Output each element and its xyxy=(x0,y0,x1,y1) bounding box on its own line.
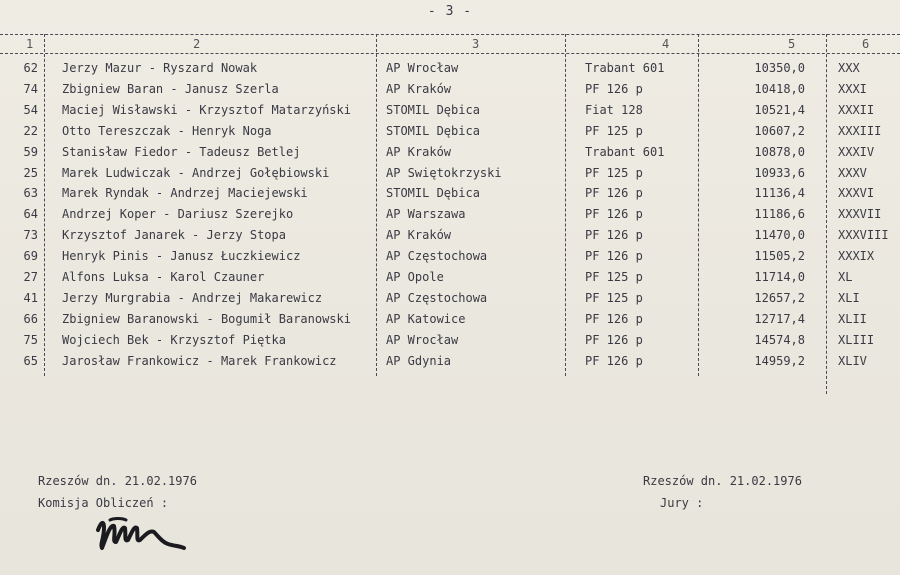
cell-points: 10607,2 xyxy=(754,123,805,138)
cell-car-model: PF 126 p xyxy=(585,249,643,264)
cell-place: XXXV xyxy=(838,165,867,180)
cell-points: 11186,6 xyxy=(754,207,805,222)
cell-place: XLIV xyxy=(838,353,867,368)
footer-left-place-date: Rzeszów dn. 21.02.1976 xyxy=(38,474,197,488)
cell-start-number: 69 xyxy=(23,249,38,264)
cell-crew-names: Marek Ryndak - Andrzej Maciejewski xyxy=(62,186,308,201)
cell-car-model: PF 126 p xyxy=(585,332,643,347)
cell-place: XL xyxy=(838,270,853,284)
cell-club: AP Swiętokrzyski xyxy=(386,165,502,180)
cell-points: 11136,4 xyxy=(754,186,805,201)
cell-club: AP Kraków xyxy=(386,144,452,159)
cell-club: AP Katowice xyxy=(386,311,466,326)
cell-club: AP Wrocław xyxy=(386,332,459,347)
cell-club: AP Częstochowa xyxy=(386,249,488,264)
cell-crew-names: Otto Tereszczak - Henryk Noga xyxy=(62,123,272,138)
cell-start-number: 64 xyxy=(23,207,38,222)
table-row xyxy=(0,186,900,207)
cell-crew-names: Zbigniew Baran - Janusz Szerla xyxy=(62,81,279,96)
cell-car-model: PF 126 p xyxy=(585,311,643,326)
table-row xyxy=(0,228,900,249)
cell-crew-names: Maciej Wisławski - Krzysztof Matarzyński xyxy=(62,102,351,117)
cell-car-model: PF 126 p xyxy=(585,81,643,96)
table-row xyxy=(0,124,900,145)
cell-club: STOMIL Dębica xyxy=(386,123,480,138)
cell-start-number: 63 xyxy=(23,186,38,201)
footer-right-place-date: Rzeszów dn. 21.02.1976 xyxy=(643,474,802,488)
cell-place: XLI xyxy=(838,290,860,305)
page-number: - 3 - xyxy=(427,4,473,19)
cell-points: 12657,2 xyxy=(754,290,805,305)
cell-start-number: 27 xyxy=(23,270,38,284)
table-header-rule xyxy=(0,53,900,54)
cell-club: AP Kraków xyxy=(386,228,452,243)
cell-car-model: PF 126 p xyxy=(585,207,643,222)
cell-crew-names: Zbigniew Baranowski - Bogumił Baranowski xyxy=(62,311,351,326)
cell-club: STOMIL Dębica xyxy=(386,186,480,201)
cell-club: AP Warszawa xyxy=(386,207,466,222)
table-row xyxy=(0,207,900,228)
cell-crew-names: Jerzy Mazur - Ryszard Nowak xyxy=(62,61,258,75)
table-row xyxy=(0,61,900,82)
column-header-6: 6 xyxy=(862,37,870,51)
cell-points: 11470,0 xyxy=(754,228,805,243)
cell-start-number: 25 xyxy=(23,165,38,180)
cell-club: AP Gdynia xyxy=(386,353,452,368)
table-row xyxy=(0,166,900,187)
cell-start-number: 22 xyxy=(23,123,38,138)
table-row xyxy=(0,312,900,333)
table-top-rule xyxy=(0,34,900,35)
cell-place: XXXIV xyxy=(838,144,875,159)
cell-points: 14574,8 xyxy=(754,332,805,347)
cell-points: 10521,4 xyxy=(754,102,805,117)
cell-start-number: 65 xyxy=(23,353,38,368)
cell-car-model: Fiat 128 xyxy=(585,102,643,117)
table-row xyxy=(0,82,900,103)
cell-start-number: 66 xyxy=(23,311,38,326)
cell-car-model: PF 126 p xyxy=(585,353,643,368)
cell-start-number: 59 xyxy=(23,144,38,159)
cell-club: STOMIL Dębica xyxy=(386,102,480,117)
cell-place: XXXII xyxy=(838,102,875,117)
footer-right-jury: Jury : xyxy=(660,496,704,510)
cell-crew-names: Andrzej Koper - Dariusz Szerejko xyxy=(62,207,294,222)
cell-crew-names: Wojciech Bek - Krzysztof Piętka xyxy=(62,332,286,347)
cell-crew-names: Stanisław Fiedor - Tadeusz Betlej xyxy=(62,144,301,159)
cell-car-model: PF 126 p xyxy=(585,186,643,201)
table-row xyxy=(0,249,900,270)
cell-car-model: PF 125 p xyxy=(585,270,643,284)
cell-car-model: PF 125 p xyxy=(585,165,643,180)
cell-club: AP Kraków xyxy=(386,81,452,96)
cell-crew-names: Jerzy Murgrabia - Andrzej Makarewicz xyxy=(62,290,323,305)
cell-crew-names: Alfons Luksa - Karol Czauner xyxy=(62,270,265,284)
cell-club: AP Częstochowa xyxy=(386,290,488,305)
cell-car-model: Trabant 601 xyxy=(585,144,665,159)
cell-points: 11714,0 xyxy=(754,270,805,284)
cell-place: XXXVI xyxy=(838,186,875,201)
cell-car-model: PF 125 p xyxy=(585,123,643,138)
cell-car-model: Trabant 601 xyxy=(585,61,665,75)
cell-start-number: 75 xyxy=(23,332,38,347)
footer-left-commission: Komisja Obliczeń : xyxy=(38,496,169,510)
cell-points: 10350,0 xyxy=(754,61,805,75)
cell-start-number: 74 xyxy=(23,81,38,96)
cell-place: XXX xyxy=(838,61,860,75)
cell-start-number: 73 xyxy=(23,228,38,243)
table-row xyxy=(0,291,900,312)
cell-start-number: 54 xyxy=(23,102,38,117)
table-row xyxy=(0,333,900,354)
cell-place: XLII xyxy=(838,311,867,326)
cell-points: 12717,4 xyxy=(754,311,805,326)
cell-start-number: 62 xyxy=(23,61,38,75)
column-header-1: 1 xyxy=(26,37,34,51)
column-header-2: 2 xyxy=(193,37,201,51)
table-row xyxy=(0,103,900,124)
cell-place: XXXI xyxy=(838,81,867,96)
cell-car-model: PF 125 p xyxy=(585,290,643,305)
cell-place: XLIII xyxy=(838,332,875,347)
cell-crew-names: Henryk Pinis - Janusz Łuczkiewicz xyxy=(62,249,301,264)
cell-start-number: 41 xyxy=(23,290,38,305)
cell-place: XXXIX xyxy=(838,249,875,264)
table-row xyxy=(0,354,900,375)
cell-points: 10418,0 xyxy=(754,81,805,96)
cell-crew-names: Jarosław Frankowicz - Marek Frankowicz xyxy=(62,353,337,368)
cell-place: XXXVII xyxy=(838,207,882,222)
cell-place: XXXIII xyxy=(838,123,882,138)
table-row xyxy=(0,270,900,291)
cell-points: 10878,0 xyxy=(754,144,805,159)
cell-club: AP Opole xyxy=(386,270,444,284)
cell-crew-names: Krzysztof Janarek - Jerzy Stopa xyxy=(62,228,286,243)
handwritten-signature xyxy=(92,512,187,554)
table-row xyxy=(0,145,900,166)
column-header-4: 4 xyxy=(662,37,670,51)
cell-points: 14959,2 xyxy=(754,353,805,368)
cell-points: 11505,2 xyxy=(754,249,805,264)
cell-crew-names: Marek Ludwiczak - Andrzej Gołębiowski xyxy=(62,165,330,180)
cell-car-model: PF 126 p xyxy=(585,228,643,243)
cell-place: XXXVIII xyxy=(838,228,889,243)
column-header-5: 5 xyxy=(788,37,796,51)
column-header-3: 3 xyxy=(472,37,480,51)
cell-points: 10933,6 xyxy=(754,165,805,180)
cell-club: AP Wrocław xyxy=(386,61,459,75)
